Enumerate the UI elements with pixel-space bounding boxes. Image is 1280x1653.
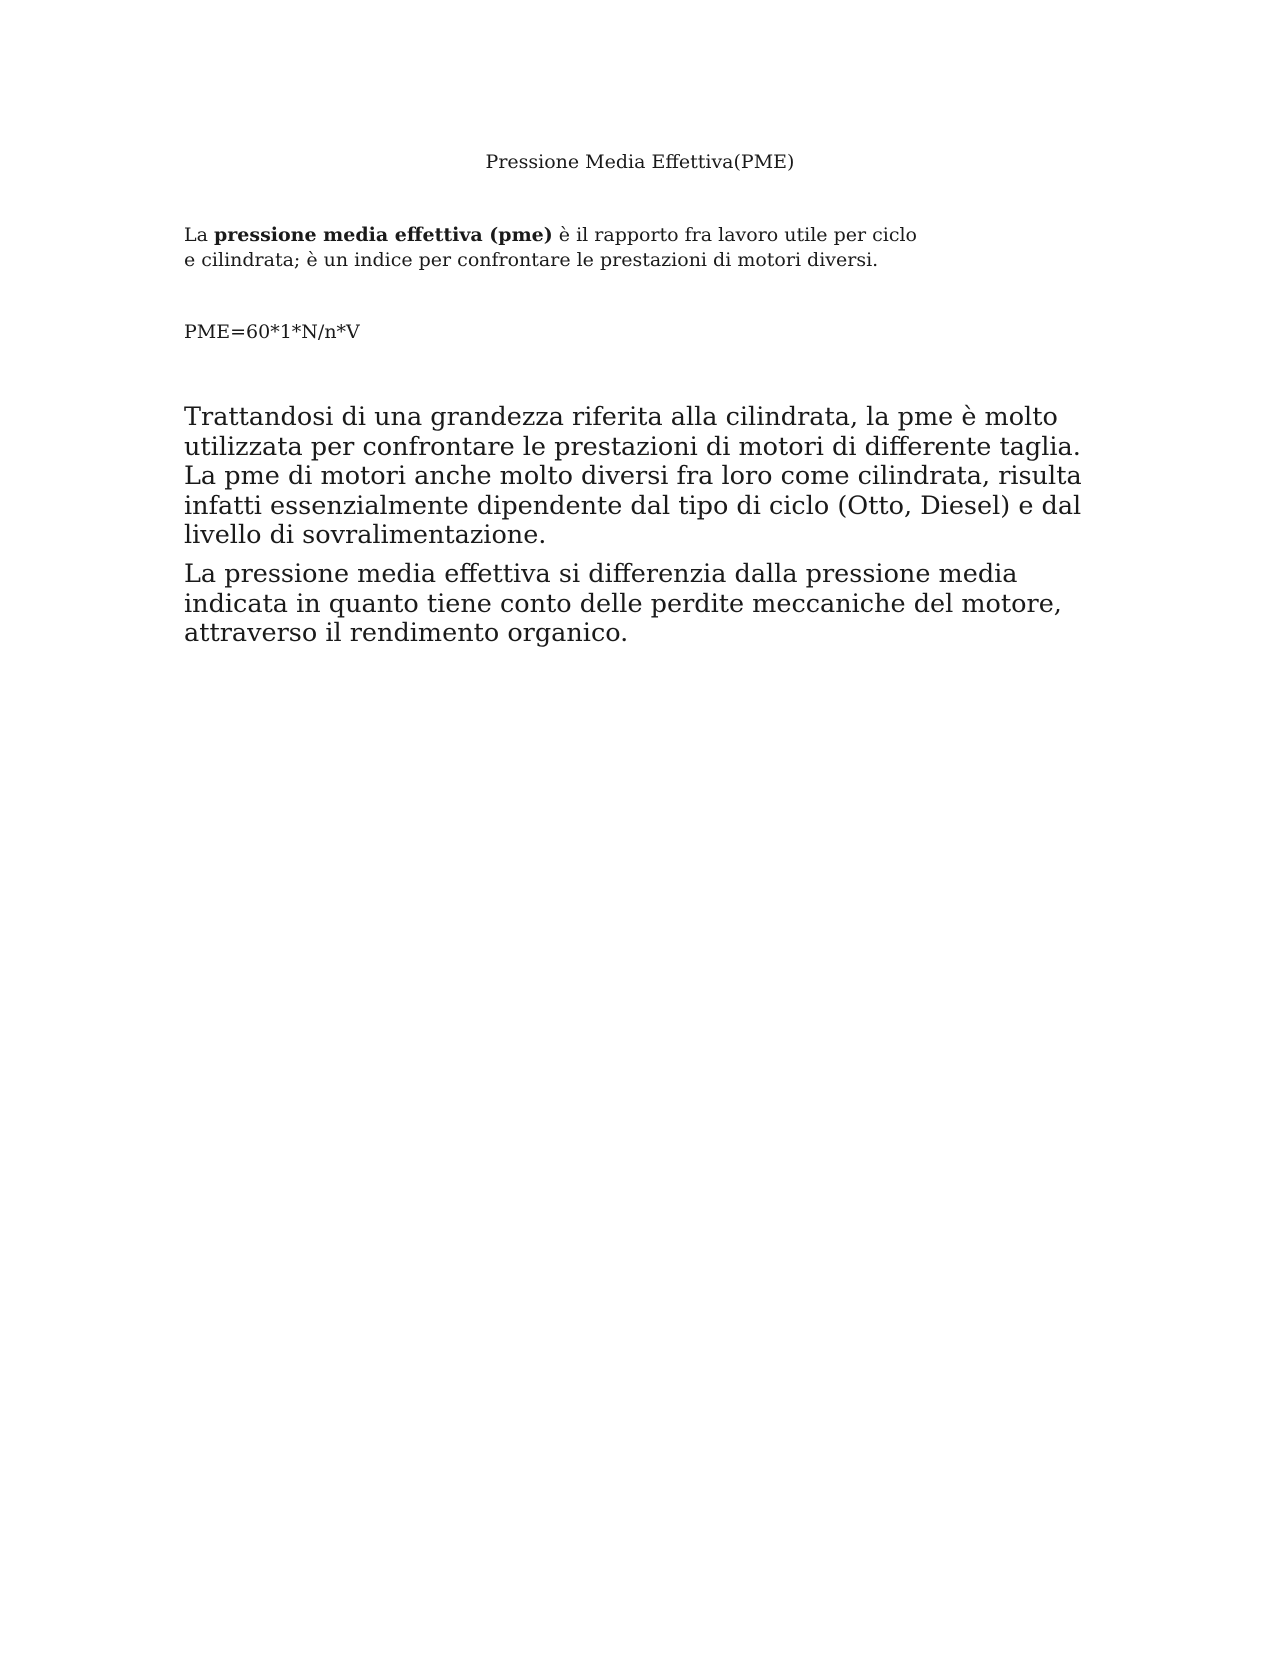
intro-paragraph: [184, 223, 1084, 273]
intro-bold-term: pressione media effettiva (pme): [213, 224, 553, 246]
paragraph-2-line: indicata in quanto tiene conto delle perdite meccaniche del motore,: [184, 588, 1062, 619]
paragraph-1-line: infatti essenzialmente dipendente dal tipo di ciclo (Otto, Diesel) e dal: [184, 490, 1082, 521]
paragraph-1-line: utilizzata per confrontare le prestazioni di motori di differente taglia.: [184, 431, 1081, 462]
intro-prefix: La: [184, 224, 214, 246]
intro-line-2: e cilindrata; è un indice per confrontare le prestazioni di motori diversi.: [184, 249, 879, 271]
paragraph-2-line: La pressione media effettiva si differenzia dalla pressione media: [184, 559, 1018, 589]
document-title: Pressione Media Effettiva(PME): [485, 151, 795, 173]
intro-suffix: è il rapporto fra lavoro utile per ciclo: [552, 224, 917, 246]
paragraph-2: [184, 560, 1104, 649]
pme-formula: PME=60*1*N/n*V: [184, 321, 360, 343]
paragraph-1-line: La pme di motori anche molto diversi fra loro come cilindrata, risulta: [184, 461, 1082, 491]
paragraph-1: [184, 403, 1104, 551]
intro-line-1: [184, 223, 1084, 248]
paragraph-1-line: livello di sovralimentazione.: [184, 520, 547, 550]
paragraph-1-line: Trattandosi di una grandezza riferita alla cilindrata, la pme è molto: [184, 402, 1058, 432]
paragraph-2-line: attraverso il rendimento organico.: [184, 618, 629, 648]
